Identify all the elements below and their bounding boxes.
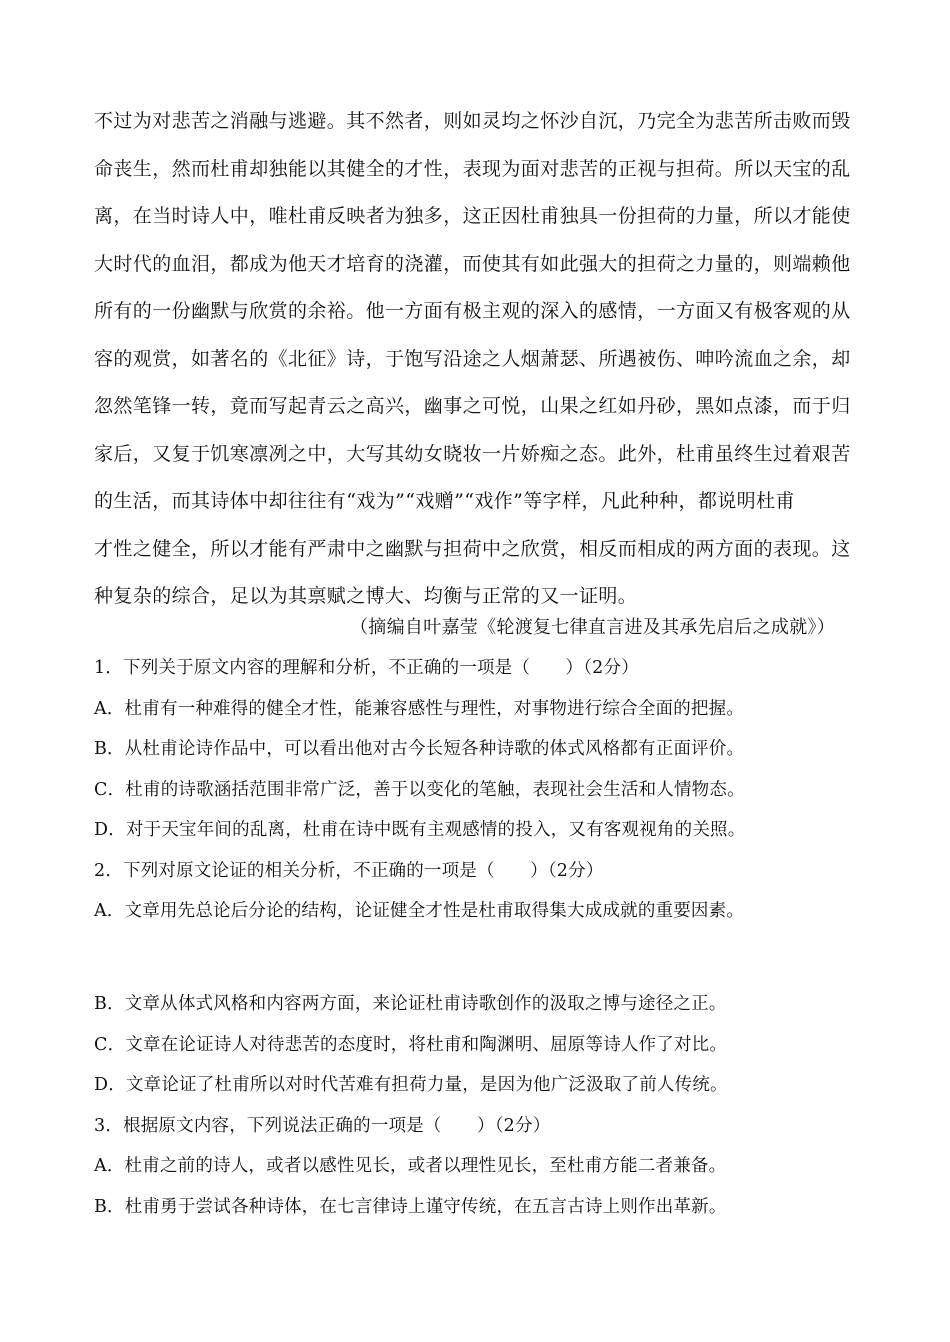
- question-1-option-d: D．对于天宝年间的乱离，杜甫在诗中既有主观感情的投入，又有客观视角的关照。: [94, 820, 746, 840]
- questions-block-1: [94, 648, 874, 932]
- passage-line: 大时代的血泪，都成为他天才培育的浇灌，而使其有如此强大的担荷之力量的，则端赖他: [94, 252, 851, 275]
- questions-block-2: [94, 984, 874, 1227]
- question-1-stem: 1．下列关于原文内容的理解和分析，不正确的一项是（ ）（2分）: [94, 658, 639, 678]
- question-3-option-a: A．杜甫之前的诗人，或者以感性见长，或者以理性见长，至杜甫方能二者兼备。: [94, 1156, 727, 1176]
- passage-line: 忽然笔锋一转，竟而写起青云之高兴，幽事之可悦，山果之红如丹砂，黑如点漆，而于归: [94, 395, 851, 417]
- question-2-option-d: D．文章论证了杜甫所以对时代苦难有担荷力量，是因为他广泛汲取了前人传统。: [94, 1075, 728, 1095]
- passage-line: 才性之健全，所以才能有严肃中之幽默与担荷中之欣赏，相反而相成的两方面的表现。这: [94, 537, 851, 560]
- question-2-option-b: B．文章从体式风格和内容两方面，来论证杜甫诗歌创作的汲取之博与途径之正。: [94, 994, 727, 1014]
- passage-line: 容的观赏，如著名的《北征》诗，于饱写沿途之人烟萧瑟、所遇被伤、呻吟流血之余，却: [94, 347, 851, 370]
- question-1-option-b: B．从杜甫论诗作品中，可以看出他对古今长短各种诗歌的体式风格都有正面评价。: [94, 739, 745, 759]
- question-1-option-c: C．杜甫的诗歌涵括范围非常广泛，善于以变化的笔触，表现社会生活和人情物态。: [94, 779, 745, 800]
- passage-line: 所有的一份幽默与欣赏的余裕。他一方面有极主观的深入的感情，一方面又有极客观的从: [94, 300, 851, 322]
- passage-line: 种复杂的综合，足以为其禀赋之博大、均衡与正常的又一证明。: [94, 585, 638, 607]
- passage-line: 离，在当时诗人中，唯杜甫反映者为独多，这正因杜甫独具一份担荷的力量，所以才能使: [94, 205, 851, 227]
- passage-line: 家后，又复于饥寒凛冽之中，大写其幼女晓妆一片娇痴之态。此外，杜甫虽终生过着艰苦: [94, 442, 851, 465]
- passage-line: 命丧生，然而杜甫却独能以其健全的才性，表现为面对悲苦的正视与担荷。所以天宝的乱: [94, 157, 851, 180]
- question-2-option-a: A．文章用先总论后分论的结构，论证健全才性是杜甫取得集大成成就的重要因素。: [94, 901, 745, 921]
- passage-line: 的生活，而其诗体中却往往有“戏为”“戏赠”“戏作”等字样，凡此种种，都说明杜甫: [94, 490, 795, 512]
- question-3-stem: 3．根据原文内容，下列说法正确的一项是（ ）（2分）: [94, 1115, 551, 1136]
- question-3-option-b: B．杜甫勇于尝试各种诗体，在七言律诗上谨守传统，在五言古诗上则作出革新。: [94, 1196, 727, 1217]
- passage-line: 不过为对悲苦之消融与逃避。其不然者，则如灵均之怀沙自沉，乃完全为悲苦所击败而毁: [94, 110, 851, 132]
- passage-text: [94, 98, 864, 621]
- passage-source-citation: （摘编自叶嘉莹《轮渡复七律直言进及其承先启后之成就》）: [350, 617, 836, 638]
- question-1-option-a: A．杜甫有一种难得的健全才性，能兼容感性与理性，对事物进行综合全面的把握。: [94, 698, 745, 719]
- question-2-stem: 2．下列对原文论证的相关分析，不正确的一项是（ ）（2分）: [94, 860, 604, 881]
- question-2-option-c: C．文章在论证诗人对待悲苦的态度时，将杜甫和陶渊明、屈原等诗人作了对比。: [94, 1034, 728, 1055]
